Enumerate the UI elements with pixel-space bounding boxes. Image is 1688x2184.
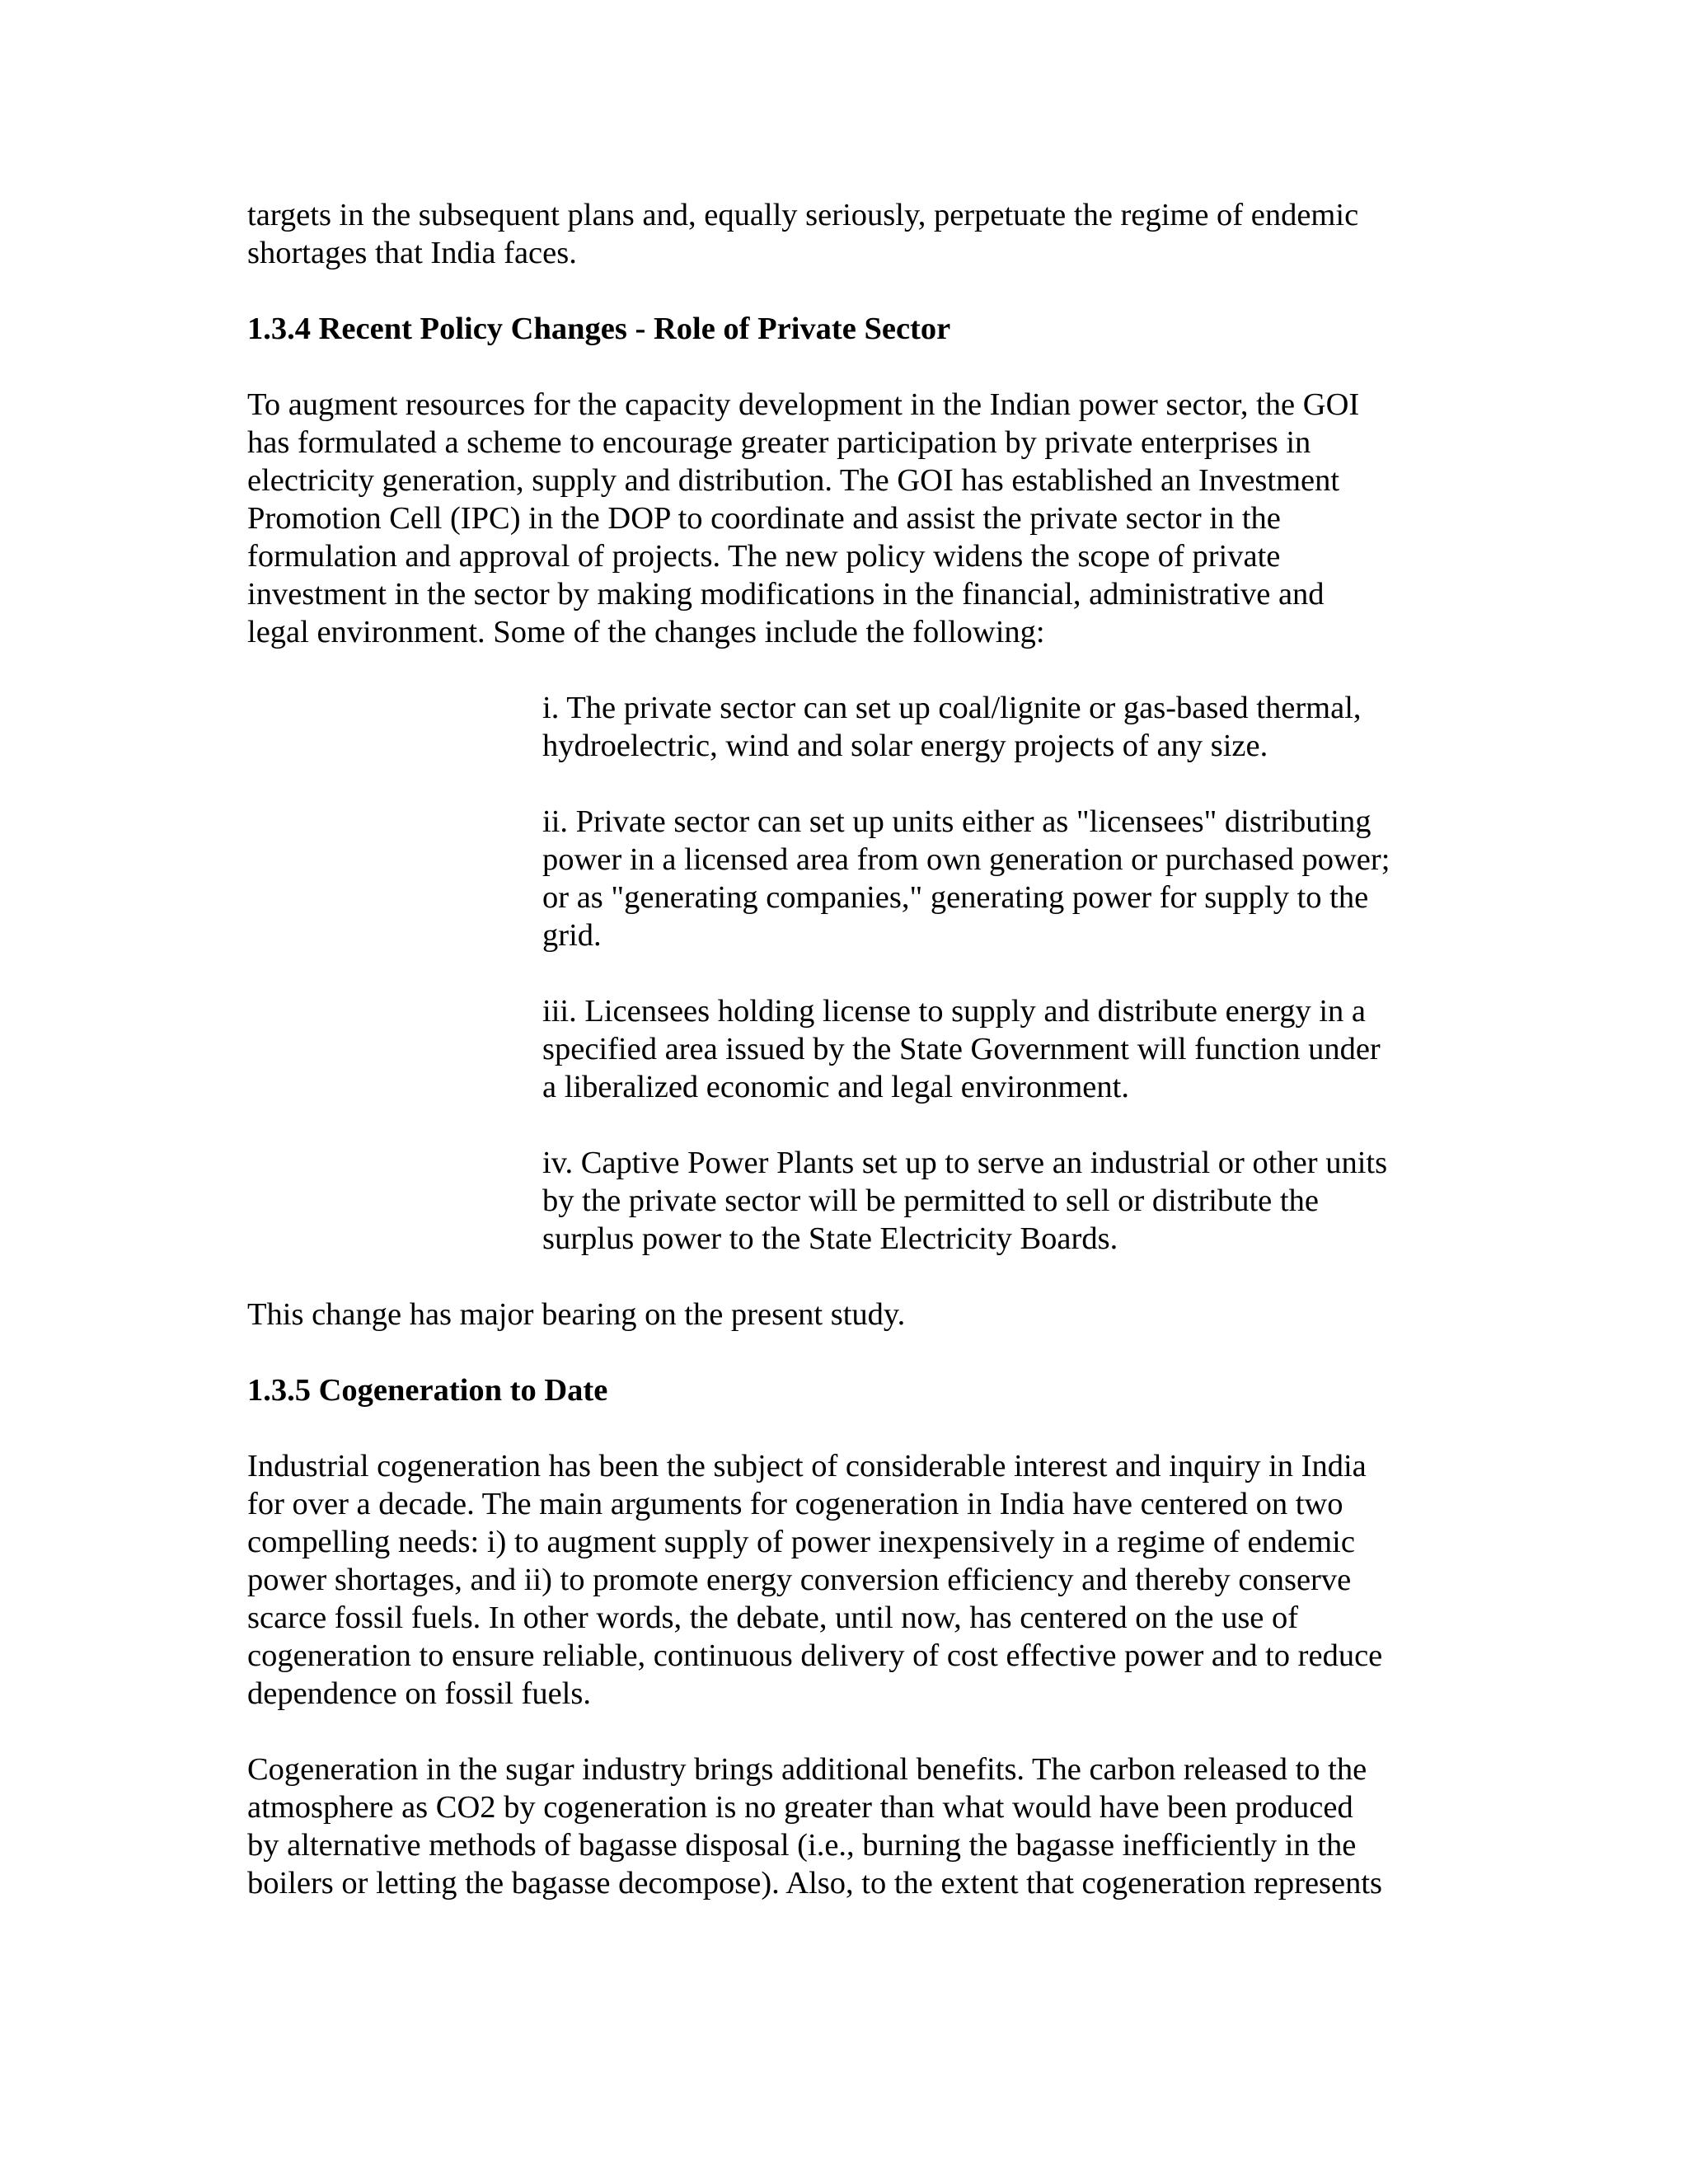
text-line: by alternative methods of bagasse disposal (i.e., burning the bagasse inefficiently in the	[247, 1828, 1357, 1863]
text-line: targets in the subsequent plans and, equally seriously, perpetuate the regime of endemic	[247, 198, 1359, 232]
policy-changes-list	[542, 689, 1451, 1258]
section-heading-1-3-4: 1.3.4 Recent Policy Changes - Role of Private Sector	[247, 312, 951, 346]
text-line: Promotion Cell (IPC) in the DOP to coordinate and assist the private sector in the	[247, 501, 1281, 536]
list-item	[542, 992, 1451, 1106]
text-line: investment in the sector by making modifications in the financial, administrative and	[247, 577, 1325, 612]
continuation-paragraph	[247, 196, 1451, 272]
text-line: Cogeneration in the sugar industry brings additional benefits. The carbon released to the	[247, 1752, 1367, 1787]
list-item	[542, 1144, 1451, 1258]
text-line: dependence on fossil fuels.	[247, 1676, 591, 1711]
text-line: shortages that India faces.	[247, 236, 577, 270]
text-line: electricity generation, supply and distribution. The GOI has established an Investment	[247, 463, 1340, 498]
text-line: compelling needs: i) to augment supply of power inexpensively in a regime of endemic	[247, 1525, 1355, 1559]
text-line: scarce fossil fuels. In other words, the debate, until now, has centered on the use of	[247, 1601, 1299, 1635]
text-line: To augment resources for the capacity development in the Indian power sector, the GOI	[247, 387, 1360, 422]
text-line: cogeneration to ensure reliable, continuous delivery of cost effective power and to reduce	[247, 1638, 1383, 1673]
text-line: has formulated a scheme to encourage greater participation by private enterprises in	[247, 425, 1311, 460]
section-1-3-4-intro-paragraph	[247, 386, 1451, 651]
text-line: legal environment. Some of the changes include the following:	[247, 615, 1045, 649]
text-line: power in a licensed area from own generation or purchased power;	[542, 842, 1390, 877]
text-line: hydroelectric, wind and solar energy projects of any size.	[542, 729, 1268, 763]
text-line: formulation and approval of projects. The new policy widens the scope of private	[247, 539, 1281, 574]
text-line: specified area issued by the State Government will function under	[542, 1032, 1381, 1066]
list-item	[542, 689, 1451, 765]
list-item	[542, 803, 1451, 954]
text-line: power shortages, and ii) to promote energy conversion efficiency and thereby conserve	[247, 1563, 1352, 1597]
text-line: grid.	[542, 918, 602, 953]
text-line: a liberalized economic and legal environment.	[542, 1070, 1129, 1104]
section-heading-1-3-5: 1.3.5 Cogeneration to Date	[247, 1373, 608, 1408]
text-line: iii. Licensees holding license to supply and distribute energy in a	[542, 994, 1367, 1029]
text-line: iv. Captive Power Plants set up to serve an industrial or other units	[542, 1146, 1388, 1180]
section-1-3-5-paragraph-1	[247, 1447, 1451, 1713]
section-1-3-4-closing: This change has major bearing on the present study.	[247, 1297, 906, 1332]
document-page	[247, 196, 1451, 1902]
text-line: ii. Private sector can set up units either as "licensees" distributing	[542, 804, 1372, 839]
text-line: surplus power to the State Electricity Boards.	[542, 1221, 1118, 1256]
text-line: for over a decade. The main arguments for cogeneration in India have centered on two	[247, 1487, 1343, 1521]
section-1-3-5-paragraph-2	[247, 1750, 1451, 1902]
text-line: i. The private sector can set up coal/lignite or gas-based thermal,	[542, 691, 1362, 725]
text-line: or as "generating companies," generating power for supply to the	[542, 880, 1369, 915]
text-line: atmosphere as CO2 by cogeneration is no greater than what would have been produced	[247, 1790, 1353, 1825]
text-line: by the private sector will be permitted to sell or distribute the	[542, 1183, 1319, 1218]
text-line: Industrial cogeneration has been the subject of considerable interest and inquiry in India	[247, 1449, 1367, 1483]
text-line: boilers or letting the bagasse decompose). Also, to the extent that cogeneration represents	[247, 1866, 1383, 1900]
